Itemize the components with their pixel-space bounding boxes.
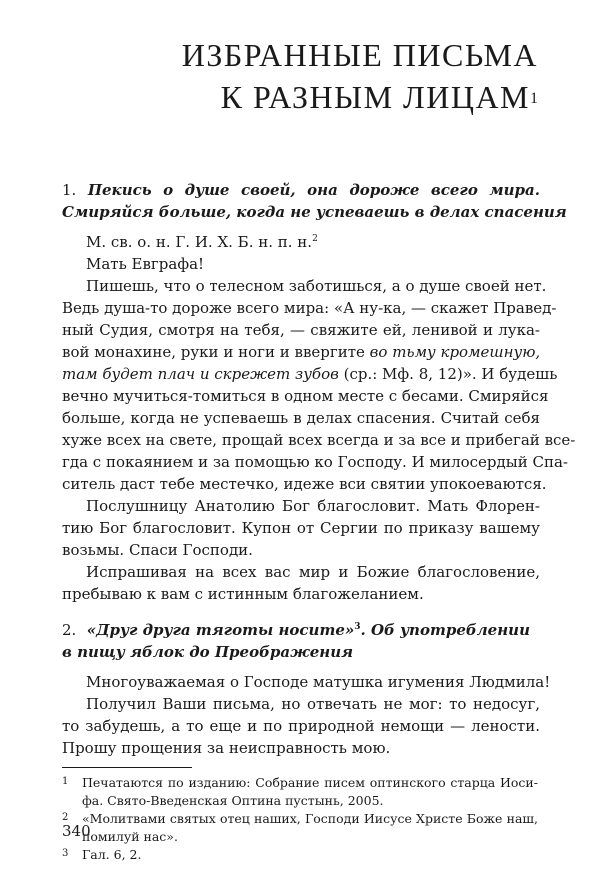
letter-1-heading-line2: Смиряйся больше, когда не успеваешь в делах спасения <box>62 203 567 221</box>
footnote-1: 1 Печатаются по изданию: Собрание писем оптинского старца Иоси- фа. Свято-Введенская Оптина пустынь, 2005. <box>62 775 538 808</box>
letter-1-addressee: М. св. о. н. Г. И. Х. Б. н. п. н.$^2$ <box>86 233 318 251</box>
letter-2-heading-line2: в пищу яблок до Преображения <box>62 643 354 661</box>
letter-1-paragraph-1: Пишешь, что о телесном заботишься, а о душе своей нет. Ведь душа-то дороже всего мира: «А ну-ка, — скажет Правед- ный Судия, смотря на тебя, — свяжите ей, ленивой и лука- вой монахине, руки и ноги и ввергите во тьму кромешную, там будет плач и скрежет зубов (ср.: Мф. 8, 12)». И будешь вечно мучиться-томиться в одном месте с бесами. Смиряйся больше, когда не успеваешь в делах спасения. Считай себя хуже всех на свете, прощай всех всегда и за все и прибегай все- гда с покаянием и за помощью ко Господу. И милосердый Спа- ситель даст тебе местечко, идеже вси святии упокоеваются. <box>62 277 576 493</box>
scripture-quote: во тьму кромешную, <box>369 343 541 361</box>
letter-1-paragraph-3: Испрашивая на всех вас мир и Божие благословение, пребываю к вам с истинным благожеланием. <box>62 563 540 603</box>
letter-1-heading <box>62 179 567 223</box>
chapter-title-line2: К РАЗНЫМ ЛИЦАМ$^1$ <box>220 79 538 115</box>
letter-1-greeting: Мать Евграфа! <box>86 255 205 273</box>
letter-2-salutation: Многоуважаемая о Господе матушка игумения Людмила! <box>86 673 551 691</box>
scripture-quote: там будет плач и скрежет зубов <box>62 365 339 383</box>
chapter-title <box>182 34 538 118</box>
letter-1-heading-line1: Пекись о душе своей, она дороже всего мира. <box>87 181 540 199</box>
letter-1-paragraph-2: Послушницу Анатолию Бог благословит. Мать Флорен- тию Бог благословит. Купон от Сергии по приказу вашему возьмы. Спаси Господи. <box>62 497 540 559</box>
letter-2-paragraph-1: Получил Ваши письма, но отвечать не мог: то недосуг, то забудешь, а то еще и по природной немощи — лености. Прошу прощения за неисправность мою. <box>62 695 540 757</box>
footnote-2: 2 «Молитвами святых отец наших, Господи Иисусе Христе Боже наш, помилуй нас». <box>62 811 538 844</box>
heading-footnote-ref[interactable]: 3 <box>354 622 361 632</box>
letter-2-heading: 2. «Друг друга тяготы носите»$^3$. Об употреблении в пищу яблок до Преображения <box>62 619 540 663</box>
page-number: 340 <box>62 822 91 840</box>
addressee-footnote-ref[interactable]: 2 <box>312 234 318 244</box>
letter-1-number: 1. <box>62 181 77 199</box>
chapter-title-line1: ИЗБРАННЫЕ ПИСЬМА <box>181 37 538 73</box>
footnotes <box>62 774 540 864</box>
footnote-3: 3 Гал. 6, 2. <box>62 847 142 862</box>
footnote-divider <box>62 767 192 768</box>
title-footnote-ref[interactable]: 1 <box>530 90 538 107</box>
letter-2-number: 2. <box>62 621 77 639</box>
main-text <box>62 179 576 864</box>
